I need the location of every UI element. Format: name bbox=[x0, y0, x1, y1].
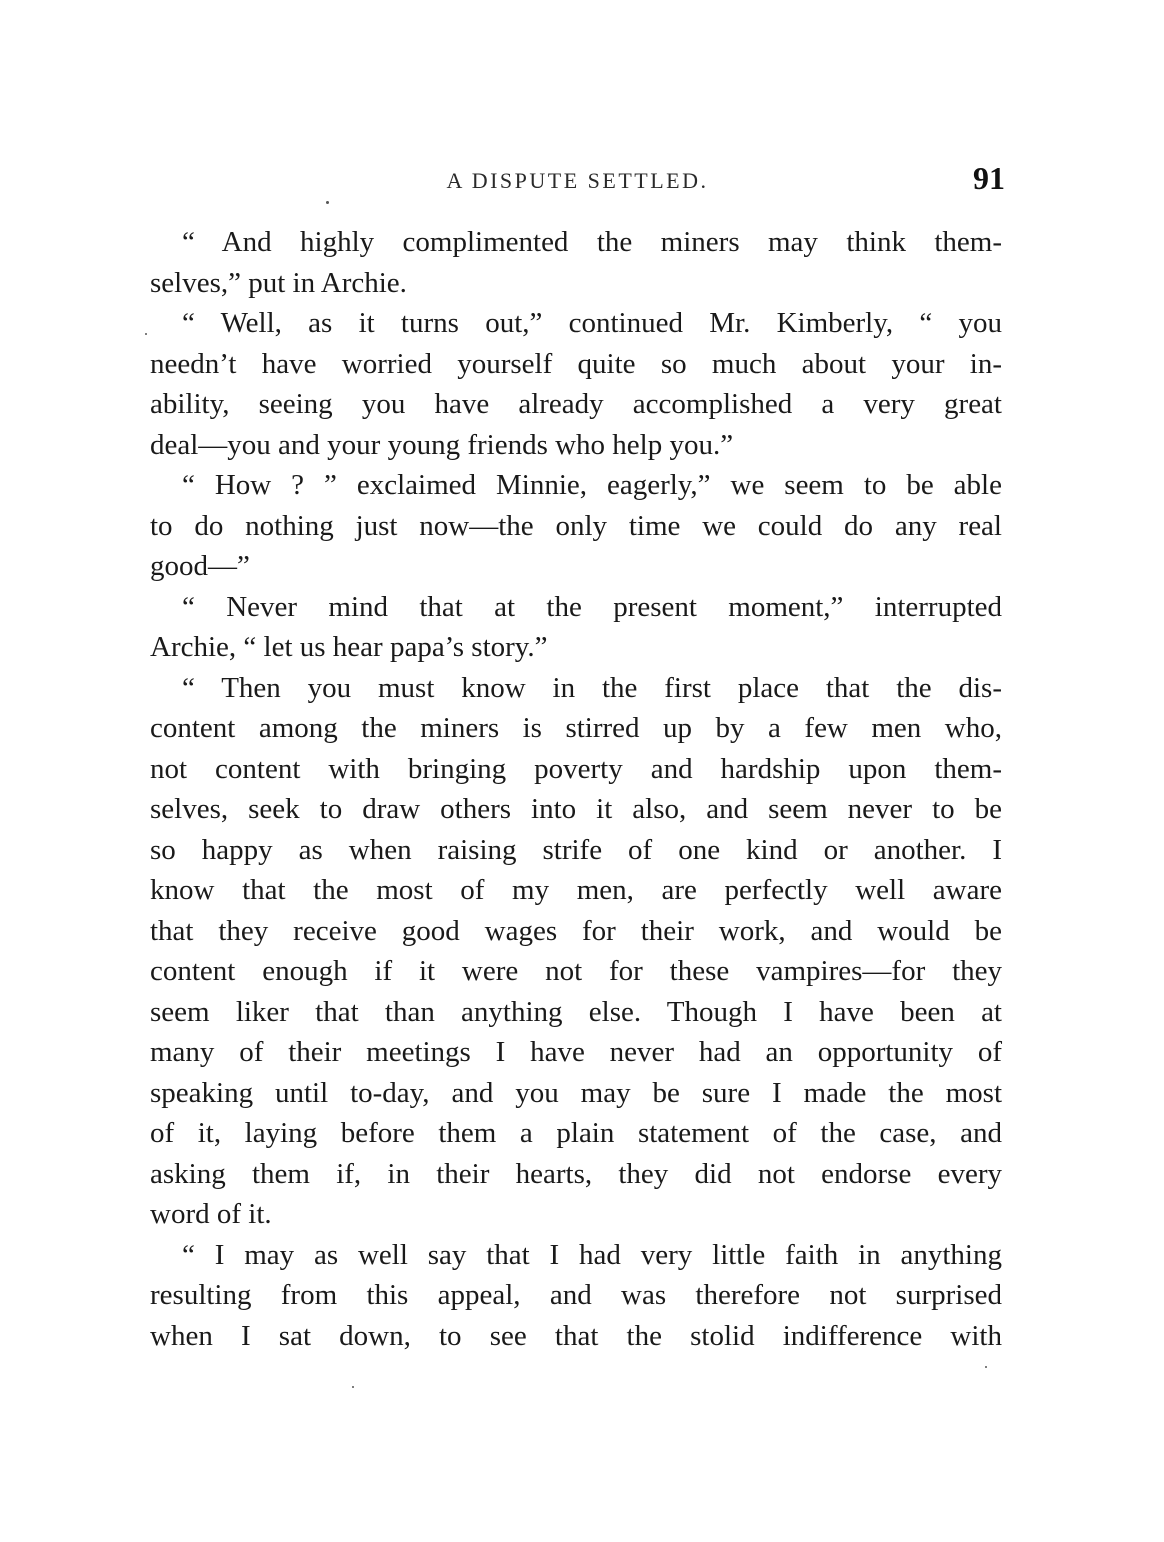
text-line: ability, seeing you have already accomplished a very great bbox=[150, 388, 1002, 420]
running-title: A DISPUTE SETTLED. bbox=[446, 168, 709, 193]
text-line: that they receive good wages for their work, and would be bbox=[150, 914, 1002, 947]
text-line: needn’t have worried yourself quite so much about your in- bbox=[150, 347, 1002, 380]
text-line: “ Then you must know in the first place that the dis- bbox=[182, 671, 1002, 704]
paragraph bbox=[150, 1235, 1002, 1357]
paragraph bbox=[150, 587, 1002, 668]
text-line: content enough if it were not for these vampires—for they bbox=[150, 955, 1002, 987]
text-line: Archie, “ let us hear papa’s story.” bbox=[150, 631, 548, 663]
paragraph bbox=[150, 668, 1002, 1235]
text-line: deal—you and your young friends who help you.” bbox=[150, 428, 734, 461]
text-line: of it, laying before them a plain statement of the case, and bbox=[150, 1117, 1002, 1149]
text-line: when I sat down, to see that the stolid indifference with bbox=[150, 1319, 1002, 1352]
text-line: “ Never mind that at the present moment,” interrupted bbox=[182, 590, 1002, 623]
text-line: know that the most of my men, are perfectly well aware bbox=[150, 874, 1002, 906]
text-line: good—” bbox=[150, 550, 250, 582]
text-line: selves, seek to draw others into it also, and seem never to be bbox=[150, 793, 1002, 825]
paragraph bbox=[150, 222, 1002, 303]
text-line: so happy as when raising strife of one kind or another. I bbox=[150, 833, 1002, 866]
scan-speck bbox=[352, 1386, 354, 1388]
text-line: “ Well, as it turns out,” continued Mr. Kimberly, “ you bbox=[182, 307, 1002, 339]
text-line: “ And highly complimented the miners may think them- bbox=[182, 226, 1002, 258]
paragraph bbox=[150, 465, 1002, 587]
text-line: selves,” put in Archie. bbox=[150, 266, 407, 299]
text-line: speaking until to-day, and you may be sure I made the most bbox=[150, 1076, 1002, 1109]
text-line: “ How ? ” exclaimed Minnie, eagerly,” we seem to be able bbox=[182, 469, 1002, 501]
text-line: many of their meetings I have never had an opportunity of bbox=[150, 1036, 1002, 1068]
text-line: to do nothing just now—the only time we could do any real bbox=[150, 509, 1002, 542]
text-line: word of it. bbox=[150, 1198, 272, 1230]
paragraph bbox=[150, 303, 1002, 465]
text-line: “ I may as well say that I had very little faith in anything bbox=[182, 1238, 1002, 1271]
text-line: content among the miners is stirred up by a few men who, bbox=[150, 712, 1002, 744]
scan-speck bbox=[145, 333, 147, 335]
running-head bbox=[150, 160, 1005, 200]
text-line: seem liker that than anything else. Though I have been at bbox=[150, 995, 1002, 1028]
scan-speck bbox=[326, 201, 329, 204]
body-text bbox=[150, 222, 1002, 1356]
text-line: resulting from this appeal, and was therefore not surprised bbox=[150, 1279, 1002, 1311]
text-line: not content with bringing poverty and hardship upon them- bbox=[150, 752, 1002, 785]
text-line: asking them if, in their hearts, they did not endorse every bbox=[150, 1157, 1002, 1190]
page-number: 91 bbox=[973, 160, 1005, 196]
scan-speck bbox=[985, 1366, 987, 1368]
